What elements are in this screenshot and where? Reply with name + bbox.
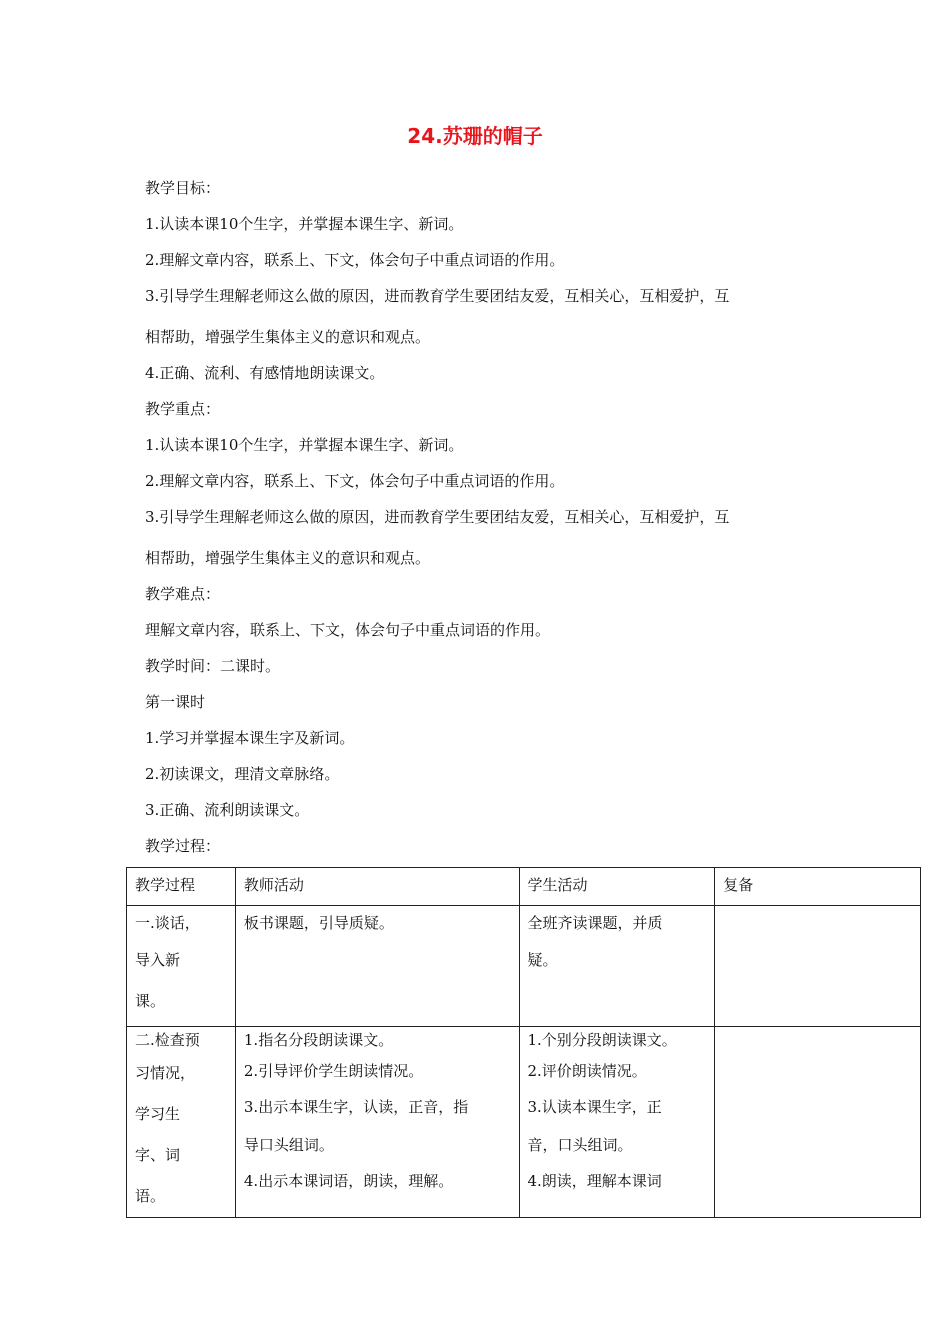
- student-activity-cell: [519, 906, 715, 1027]
- goal-item: 相帮助，增强学生集体主义的意识和观点。: [145, 328, 431, 346]
- goals-heading: 教学目标：: [145, 179, 221, 197]
- document-title: 24.苏珊的帽子: [407, 124, 543, 148]
- table-header-row: [127, 868, 921, 906]
- goal-item: 4.正确、流利、有感情地朗读课文。: [145, 364, 385, 382]
- header-student: 学生活动: [519, 868, 715, 906]
- key-point-item: 3.引导学生理解老师这么做的原因，进而教育学生要团结友爱，互相关心，互相爱护，互: [145, 508, 730, 526]
- student-line: 疑。: [527, 951, 558, 969]
- header-notes: 复备: [715, 868, 921, 906]
- stage-cell: [127, 906, 236, 1027]
- process-heading: 教学过程：: [145, 837, 221, 855]
- goal-item: 2.理解文章内容，联系上、下文，体会句子中重点词语的作用。: [145, 251, 565, 269]
- teaching-time: 教学时间：二课时。: [145, 657, 281, 675]
- key-points-heading: 教学重点：: [145, 400, 221, 418]
- notes-cell: [715, 1027, 921, 1218]
- goal-item: 1.认读本课10个生字，并掌握本课生字、新词。: [145, 215, 464, 233]
- stage-line: 导入新: [135, 951, 181, 969]
- first-lesson-heading: 第一课时: [145, 693, 206, 711]
- stage-line: 课。: [135, 992, 166, 1010]
- first-lesson-item: 2.初读课文，理清文章脉络。: [145, 765, 340, 783]
- student-line: 2.评价朗读情况。: [527, 1062, 647, 1080]
- teaching-process-table: [126, 867, 921, 1218]
- teacher-line: 4.出示本课词语，朗读，理解。: [243, 1172, 454, 1190]
- first-lesson-item: 3.正确、流利朗读课文。: [145, 801, 310, 819]
- difficulty-text: 理解文章内容，联系上、下文，体会句子中重点词语的作用。: [145, 621, 551, 639]
- stage-line: 二.检查预: [135, 1031, 200, 1049]
- stage-line: 学习生: [135, 1105, 181, 1123]
- notes-cell: [715, 906, 921, 1027]
- teacher-activity-cell: [235, 1027, 519, 1218]
- stage-cell: [127, 1027, 236, 1218]
- student-activity-cell: [519, 1027, 715, 1218]
- student-line: 4.朗读，理解本课词: [527, 1172, 662, 1190]
- table-row: [127, 1027, 921, 1218]
- student-line: 全班齐读课题，并质: [527, 914, 663, 932]
- stage-line: 一.谈话，: [135, 914, 200, 932]
- stage-line: 习情况，: [135, 1064, 196, 1082]
- teacher-activity-cell: [235, 906, 519, 1027]
- table-row: [127, 906, 921, 1027]
- goal-item: 3.引导学生理解老师这么做的原因，进而教育学生要团结友爱，互相关心，互相爱护，互: [145, 287, 730, 305]
- teacher-line: 2.引导评价学生朗读情况。: [243, 1062, 424, 1080]
- first-lesson-item: 1.学习并掌握本课生字及新词。: [145, 729, 355, 747]
- teacher-line: 1.指名分段朗读课文。: [243, 1031, 394, 1049]
- teacher-line: 3.出示本课生字，认读，正音，指: [243, 1098, 469, 1116]
- teacher-line: 导口头组词。: [243, 1136, 334, 1154]
- student-line: 音，口头组词。: [527, 1136, 633, 1154]
- header-teacher: 教师活动: [235, 868, 519, 906]
- student-line: 3.认读本课生字，正: [527, 1098, 662, 1116]
- key-point-item: 1.认读本课10个生字，并掌握本课生字、新词。: [145, 436, 464, 454]
- student-line: 1.个别分段朗读课文。: [527, 1031, 677, 1049]
- key-point-item: 2.理解文章内容，联系上、下文，体会句子中重点词语的作用。: [145, 472, 565, 490]
- difficulty-heading: 教学难点：: [145, 585, 221, 603]
- stage-line: 字、词: [135, 1146, 181, 1164]
- key-point-item: 相帮助，增强学生集体主义的意识和观点。: [145, 549, 431, 567]
- header-stage: 教学过程: [127, 868, 236, 906]
- teacher-line: 板书课题，引导质疑。: [243, 914, 394, 932]
- stage-line: 语。: [135, 1187, 166, 1205]
